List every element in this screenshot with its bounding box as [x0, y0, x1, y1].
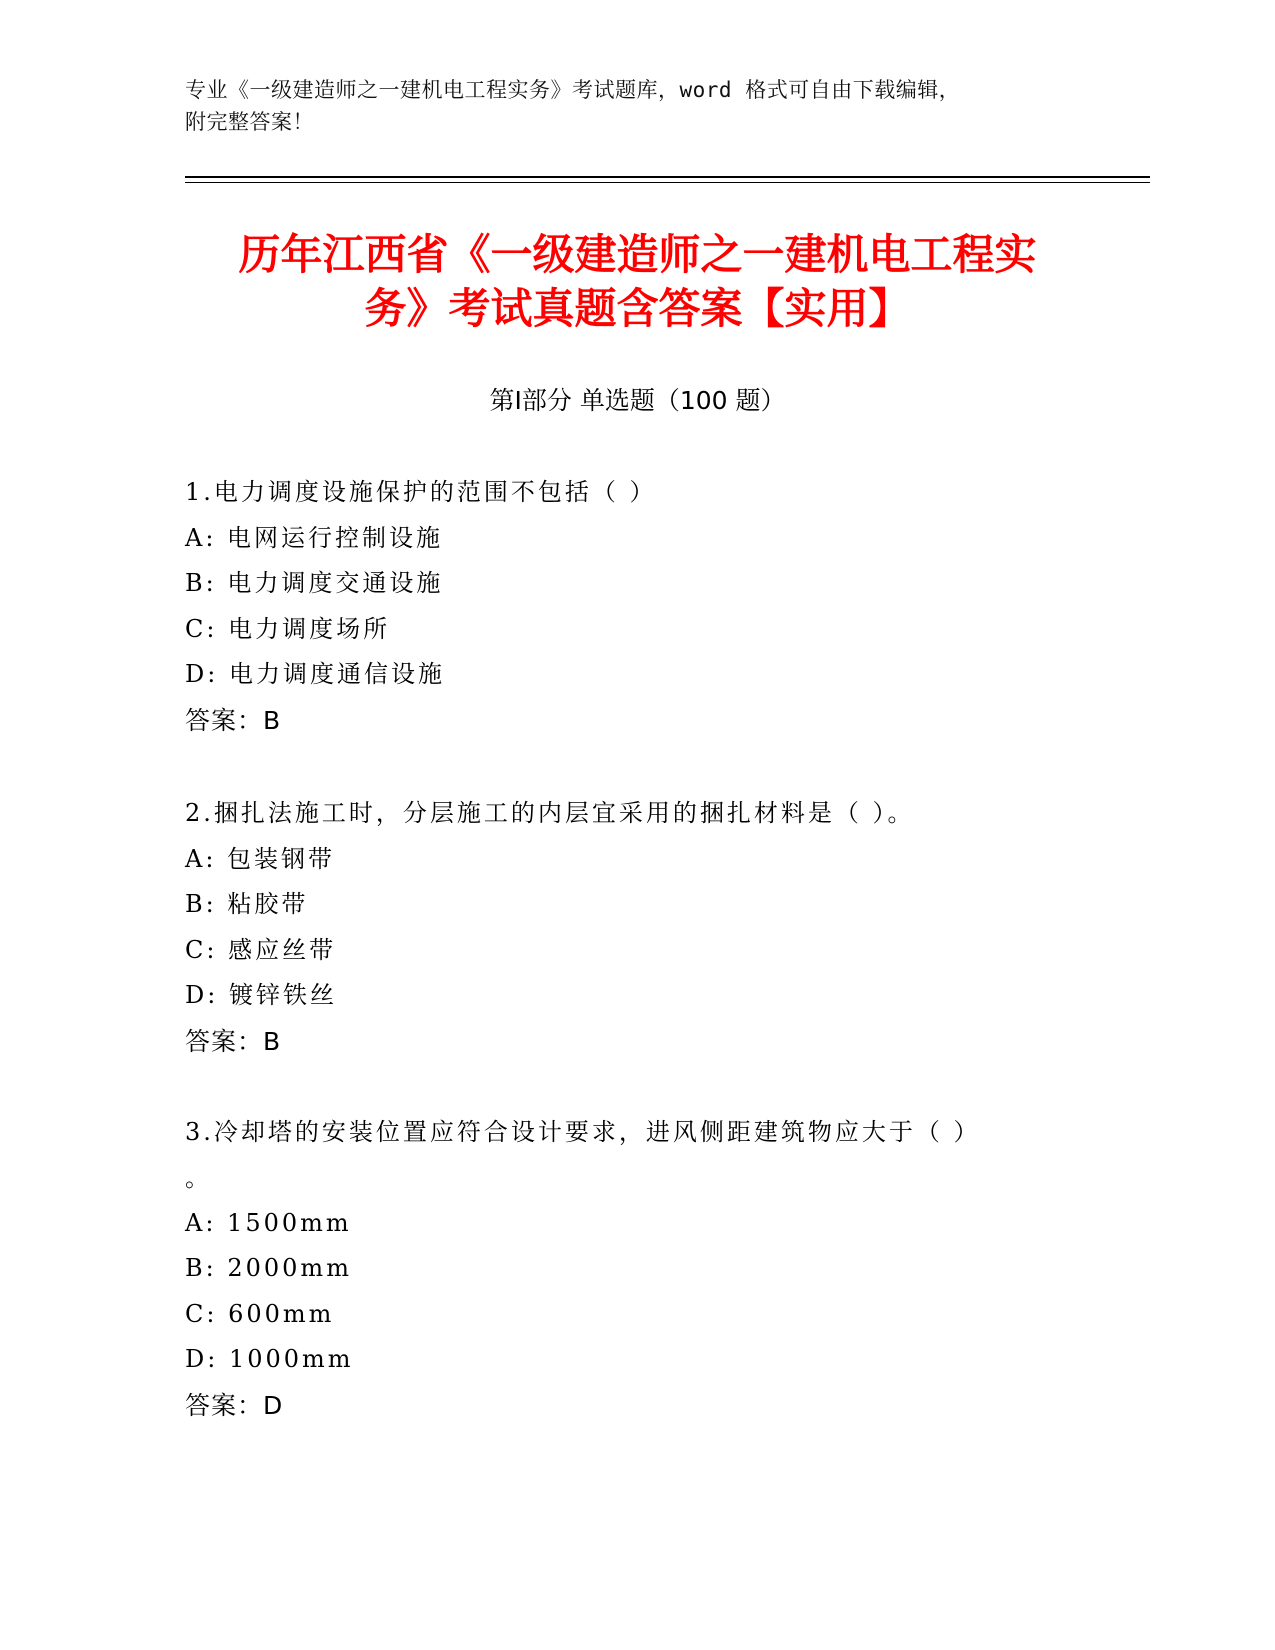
option-c: C: 600mm	[185, 1299, 335, 1328]
question-block	[185, 1110, 1065, 1428]
question-stem: 3.冷却塔的安装位置应符合设计要求，进风侧距建筑物应大于（ ）	[185, 1118, 981, 1146]
option-c: C: 电力调度场所	[185, 614, 391, 643]
option-b: B: 粘胶带	[185, 890, 309, 918]
document-title	[170, 228, 1105, 336]
option-b: B: 2000mm	[185, 1254, 352, 1282]
title-line: 务》考试真题含答案【实用】	[364, 284, 911, 333]
option-a: A: 包装钢带	[185, 844, 336, 873]
header-note-line: 专业《一级建造师之一建机电工程实务》考试题库，word 格式可自由下载编辑，	[185, 78, 961, 102]
header-divider	[185, 176, 1150, 178]
option-d: D: 电力调度通信设施	[185, 660, 445, 688]
option-a: A: 电网运行控制设施	[185, 523, 444, 552]
header-note	[185, 74, 1085, 138]
answer-line: 答案：D	[185, 1390, 284, 1420]
question-stem: 2.捆扎法施工时，分层施工的内层宜采用的捆扎材料是（ ）。	[185, 799, 915, 827]
option-c: C: 感应丝带	[185, 935, 337, 964]
answer-line: 答案：B	[185, 705, 282, 735]
option-b: B: 电力调度交通设施	[185, 569, 444, 597]
option-d: D: 1000mm	[185, 1345, 354, 1373]
answer-line: 答案：B	[185, 1026, 282, 1056]
option-d: D: 镀锌铁丝	[185, 981, 337, 1009]
question-block	[185, 791, 1065, 1064]
title-line: 历年江西省《一级建造师之一建机电工程实	[238, 230, 1037, 279]
question-stem: 1.电力调度设施保护的范围不包括（ ）	[185, 478, 657, 506]
question-block	[185, 470, 1065, 743]
header-divider-thin	[185, 182, 1150, 183]
question-stem-continuation: 。	[185, 1163, 212, 1192]
section-heading: 第Ⅰ部分 单选题（100 题）	[489, 386, 786, 415]
option-a: A: 1500mm	[185, 1208, 352, 1237]
header-note-line: 附完整答案！	[185, 110, 314, 134]
